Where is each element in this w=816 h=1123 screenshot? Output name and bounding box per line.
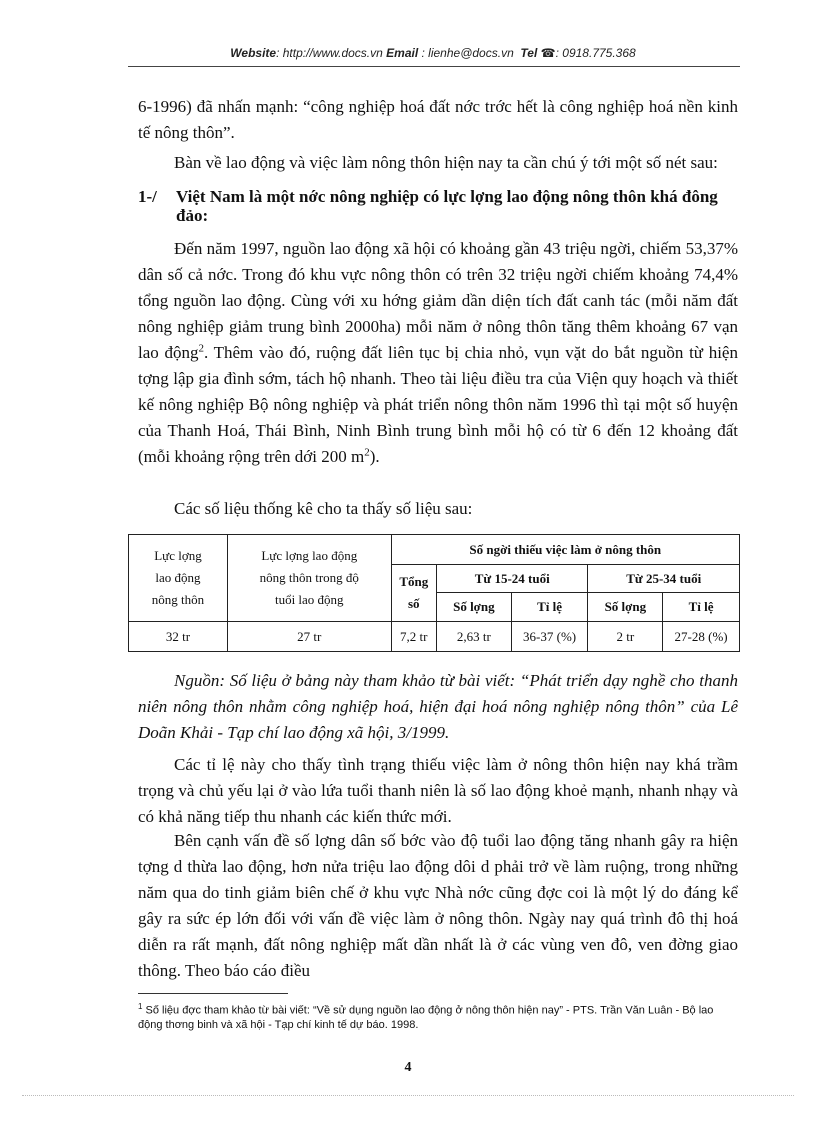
paragraph-6: Bên cạnh vấn đề số lợng dân số bớc vào độ tuổi lao động tăng nhanh gây ra hiện tợng d thừa lao động, hơn nửa triệu lao động dôi d phải trở về làm ruộng, trong những năm qua do tinh giảm biên chế ở khu vực Nhà nớc cũng đợc coi là một lý do đáng kể gây ra sức ép lớn đối với vấn đề việc làm ở nông thôn. Ngày nay quá trình đô thị hoá diễn ra rất mạnh, đất nông nghiệp mất dần nhất là ở các vùng ven đô, ven đờng giao thông. Theo báo cáo điều [138, 831, 738, 980]
footnote-ref: 2 [198, 342, 204, 355]
table-subheader-rate-2: Tỉ lệ [663, 593, 740, 622]
table-row [129, 622, 740, 652]
table-header-age-25-34: Từ 25-34 tuổi [588, 565, 740, 593]
table-cell: 27-28 (%) [663, 622, 740, 652]
superscript-squared: 2 [364, 446, 370, 459]
table-subheader-count-2: Số lợng [588, 593, 663, 622]
table-header-unemployed: Số ngời thiếu việc làm ở nông thôn [391, 535, 739, 565]
tel-value: ☎: 0918.775.368 [540, 46, 636, 60]
email-value: : lienhe@docs.vn [418, 46, 514, 60]
website-value: : http://www.docs.vn [276, 46, 383, 60]
page-header [128, 46, 738, 60]
paragraph-5: Các tỉ lệ này cho thấy tình trạng thiếu việc làm ở nông thôn hiện nay khá trầm trọng và chủ yếu lại ở vào lứa tuổi thanh niên là số lao động khoẻ mạnh, nhanh nhạy và có khả năng tiếp thu nhanh các kiến thức mới. [138, 755, 738, 826]
table-header-age-15-24: Từ 15-24 tuổi [437, 565, 588, 593]
statistics-table [128, 534, 740, 652]
table-header-total: Tổng số [391, 565, 436, 622]
paragraph-4: Các số liệu thống kê cho ta thấy số liệu sau: [174, 499, 473, 518]
footnote-text: Số liệu đợc tham khảo từ bài viết: “Về sử dụng nguồn lao động ở nông thôn hiện nay” - PTS. Trần Văn Luân - Bộ lao động thơng binh và xã hội - Tạp chí kinh tế dự báo. 1998. [138, 1004, 714, 1031]
website-label: Website [230, 46, 277, 60]
section-number: 1-/ [138, 187, 157, 206]
table-cell: 7,2 tr [391, 622, 436, 652]
page-number: 4 [404, 1060, 412, 1075]
table-cell: 2,63 tr [437, 622, 512, 652]
paragraph-3-rest: . Thêm vào đó, ruộng đất liên tục bị chia nhỏ, vụn vặt do bắt nguồn từ hiện tợng lập gia đình sớm, tách hộ nhanh. Theo tài liệu điều tra của Viện quy hoạch và thiết kế nông nghiệp Bộ nông nghiệp và phát triển nông thôn năm 1996 thì tại một số huyện của Thanh Hoá, Thái Bình, Ninh Bình trung bình mỗi hộ có từ 6 đến 12 khoảng đất (mỗi khoảng rộng trên dới 200 m [138, 343, 738, 466]
table-subheader-rate-1: Tỉ lệ [511, 593, 588, 622]
footnote-divider [138, 993, 288, 994]
table-cell: 2 tr [588, 622, 663, 652]
paragraph-2: Bàn về lao động và việc làm nông thôn hiện nay ta cần chú ý tới một số nét sau: [174, 153, 718, 172]
table-subheader-count-1: Số lợng [437, 593, 512, 622]
section-title: Việt Nam là một nớc nông nghiệp có lực lợng lao động nông thôn khá đông đảo: [176, 187, 718, 225]
header-divider [128, 66, 740, 67]
table-header-labor-force: Lực lợng lao động nông thôn [129, 535, 228, 622]
email-label: Email [386, 46, 419, 60]
paragraph-3-end: ). [369, 447, 380, 466]
table-header-working-age: Lực lợng lao động nông thôn trong độ tuổi lao động [227, 535, 391, 622]
footnote [138, 1000, 738, 1032]
table-source-note: Nguồn: Số liệu ở bảng này tham khảo từ bài viết: “Phát triển dạy nghề cho thanh niên nông thôn nhằm công nghiệp hoá, hiện đại hoá nông nghiệp nông thôn” của Lê Doãn Khải - Tạp chí lao động xã hội, 3/1999. [138, 671, 738, 742]
paragraph-1: 6-1996) đã nhấn mạnh: “công nghiệp hoá đất nớc trớc hết là công nghiệp hoá nền kinh tế nông thôn”. [138, 97, 738, 142]
table-cell: 32 tr [129, 622, 228, 652]
page-bottom-border [22, 1095, 794, 1096]
table-cell: 27 tr [227, 622, 391, 652]
tel-label: Tel [520, 46, 538, 60]
table-cell: 36-37 (%) [511, 622, 588, 652]
paragraph-3 [138, 236, 738, 470]
paragraph-3-main: Đến năm 1997, nguồn lao động xã hội có khoảng gần 43 triệu ngời, chiếm 53,37% dân số cả nớc. Trong đó khu vực nông thôn có trên 32 triệu ngời chiếm khoảng 74,4% tổng nguồn lao động. Cùng với xu hớng giảm dần diện tích đất canh tác (mỗi năm đất nông nghiệp giảm trung bình 2000ha) mỗi năm ở nông thôn tăng thêm khoảng 67 vạn lao động [138, 239, 738, 362]
footnote-marker: 1 [138, 1002, 143, 1011]
